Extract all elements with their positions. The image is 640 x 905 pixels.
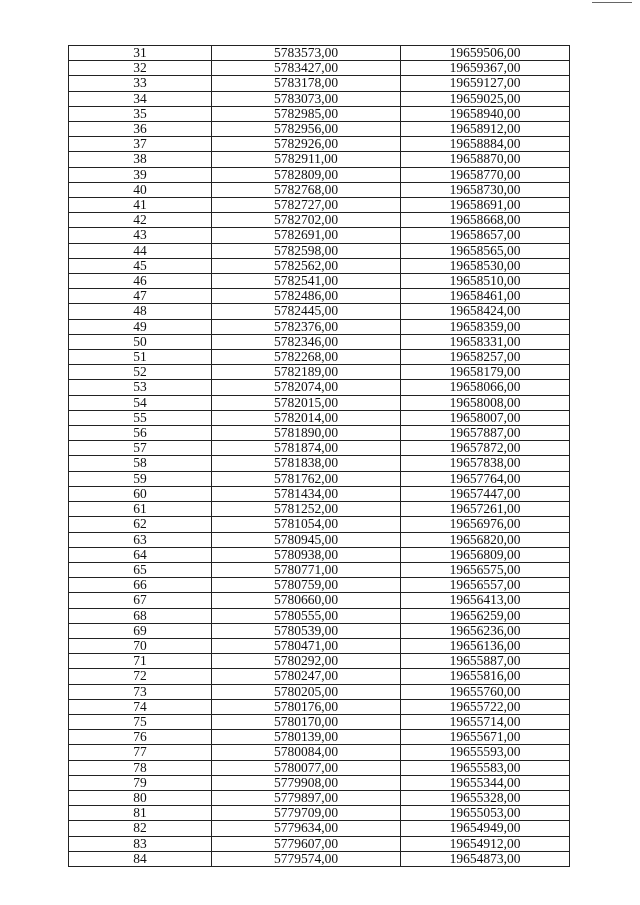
x-coordinate-cell: 5783073,00 — [212, 91, 401, 106]
x-coordinate-cell: 5782727,00 — [212, 198, 401, 213]
table-row — [69, 517, 570, 532]
table-row — [69, 456, 570, 471]
y-coordinate-cell: 19655583,00 — [401, 760, 570, 775]
y-coordinate-cell: 19658461,00 — [401, 289, 570, 304]
point-number-cell: 76 — [69, 730, 212, 745]
y-coordinate-cell: 19657764,00 — [401, 471, 570, 486]
point-number-cell: 78 — [69, 760, 212, 775]
x-coordinate-cell: 5782268,00 — [212, 350, 401, 365]
point-number-cell: 59 — [69, 471, 212, 486]
page-corner-mark — [592, 2, 632, 3]
x-coordinate-cell: 5780205,00 — [212, 684, 401, 699]
point-number-cell: 84 — [69, 851, 212, 866]
table-row — [69, 213, 570, 228]
table-row — [69, 274, 570, 289]
y-coordinate-cell: 19655887,00 — [401, 654, 570, 669]
y-coordinate-cell: 19655593,00 — [401, 745, 570, 760]
point-number-cell: 44 — [69, 243, 212, 258]
point-number-cell: 74 — [69, 699, 212, 714]
table-row — [69, 623, 570, 638]
y-coordinate-cell: 19658257,00 — [401, 350, 570, 365]
y-coordinate-cell: 19656575,00 — [401, 562, 570, 577]
x-coordinate-cell: 5782376,00 — [212, 319, 401, 334]
point-number-cell: 37 — [69, 137, 212, 152]
coordinates-table-body — [69, 46, 570, 867]
y-coordinate-cell: 19656136,00 — [401, 638, 570, 653]
x-coordinate-cell: 5779897,00 — [212, 790, 401, 805]
point-number-cell: 83 — [69, 836, 212, 851]
y-coordinate-cell: 19654873,00 — [401, 851, 570, 866]
table-row — [69, 578, 570, 593]
table-row — [69, 122, 570, 137]
table-row — [69, 410, 570, 425]
table-row — [69, 714, 570, 729]
x-coordinate-cell: 5782956,00 — [212, 122, 401, 137]
y-coordinate-cell: 19657887,00 — [401, 426, 570, 441]
y-coordinate-cell: 19658008,00 — [401, 395, 570, 410]
point-number-cell: 55 — [69, 410, 212, 425]
table-row — [69, 152, 570, 167]
point-number-cell: 58 — [69, 456, 212, 471]
table-row — [69, 137, 570, 152]
x-coordinate-cell: 5781874,00 — [212, 441, 401, 456]
y-coordinate-cell: 19658530,00 — [401, 258, 570, 273]
table-row — [69, 182, 570, 197]
table-row — [69, 198, 570, 213]
x-coordinate-cell: 5783427,00 — [212, 61, 401, 76]
coordinates-table — [68, 45, 570, 867]
table-row — [69, 334, 570, 349]
x-coordinate-cell: 5782346,00 — [212, 334, 401, 349]
point-number-cell: 49 — [69, 319, 212, 334]
x-coordinate-cell: 5780077,00 — [212, 760, 401, 775]
point-number-cell: 61 — [69, 502, 212, 517]
point-number-cell: 45 — [69, 258, 212, 273]
y-coordinate-cell: 19658870,00 — [401, 152, 570, 167]
y-coordinate-cell: 19655053,00 — [401, 806, 570, 821]
point-number-cell: 82 — [69, 821, 212, 836]
point-number-cell: 42 — [69, 213, 212, 228]
table-row — [69, 426, 570, 441]
table-row — [69, 471, 570, 486]
x-coordinate-cell: 5782541,00 — [212, 274, 401, 289]
point-number-cell: 71 — [69, 654, 212, 669]
table-row — [69, 745, 570, 760]
x-coordinate-cell: 5782445,00 — [212, 304, 401, 319]
y-coordinate-cell: 19657872,00 — [401, 441, 570, 456]
y-coordinate-cell: 19658331,00 — [401, 334, 570, 349]
x-coordinate-cell: 5779607,00 — [212, 836, 401, 851]
point-number-cell: 31 — [69, 46, 212, 61]
y-coordinate-cell: 19656976,00 — [401, 517, 570, 532]
y-coordinate-cell: 19659506,00 — [401, 46, 570, 61]
y-coordinate-cell: 19656413,00 — [401, 593, 570, 608]
x-coordinate-cell: 5782014,00 — [212, 410, 401, 425]
y-coordinate-cell: 19658359,00 — [401, 319, 570, 334]
x-coordinate-cell: 5782189,00 — [212, 365, 401, 380]
x-coordinate-cell: 5781890,00 — [212, 426, 401, 441]
point-number-cell: 65 — [69, 562, 212, 577]
y-coordinate-cell: 19659127,00 — [401, 76, 570, 91]
x-coordinate-cell: 5779634,00 — [212, 821, 401, 836]
y-coordinate-cell: 19658007,00 — [401, 410, 570, 425]
x-coordinate-cell: 5783178,00 — [212, 76, 401, 91]
table-row — [69, 638, 570, 653]
y-coordinate-cell: 19659367,00 — [401, 61, 570, 76]
x-coordinate-cell: 5780176,00 — [212, 699, 401, 714]
y-coordinate-cell: 19658912,00 — [401, 122, 570, 137]
y-coordinate-cell: 19655714,00 — [401, 714, 570, 729]
y-coordinate-cell: 19656557,00 — [401, 578, 570, 593]
y-coordinate-cell: 19654912,00 — [401, 836, 570, 851]
x-coordinate-cell: 5780771,00 — [212, 562, 401, 577]
table-row — [69, 304, 570, 319]
table-row — [69, 699, 570, 714]
point-number-cell: 68 — [69, 608, 212, 623]
table-row — [69, 851, 570, 866]
table-row — [69, 836, 570, 851]
y-coordinate-cell: 19658657,00 — [401, 228, 570, 243]
x-coordinate-cell: 5782486,00 — [212, 289, 401, 304]
y-coordinate-cell: 19656809,00 — [401, 547, 570, 562]
x-coordinate-cell: 5782015,00 — [212, 395, 401, 410]
point-number-cell: 34 — [69, 91, 212, 106]
y-coordinate-cell: 19655816,00 — [401, 669, 570, 684]
y-coordinate-cell: 19657447,00 — [401, 486, 570, 501]
point-number-cell: 66 — [69, 578, 212, 593]
y-coordinate-cell: 19658066,00 — [401, 380, 570, 395]
x-coordinate-cell: 5780139,00 — [212, 730, 401, 745]
point-number-cell: 79 — [69, 775, 212, 790]
y-coordinate-cell: 19656820,00 — [401, 532, 570, 547]
y-coordinate-cell: 19656236,00 — [401, 623, 570, 638]
point-number-cell: 32 — [69, 61, 212, 76]
point-number-cell: 38 — [69, 152, 212, 167]
table-row — [69, 821, 570, 836]
point-number-cell: 57 — [69, 441, 212, 456]
y-coordinate-cell: 19655344,00 — [401, 775, 570, 790]
table-row — [69, 532, 570, 547]
table-row — [69, 91, 570, 106]
x-coordinate-cell: 5782926,00 — [212, 137, 401, 152]
x-coordinate-cell: 5780539,00 — [212, 623, 401, 638]
point-number-cell: 77 — [69, 745, 212, 760]
y-coordinate-cell: 19658179,00 — [401, 365, 570, 380]
x-coordinate-cell: 5780471,00 — [212, 638, 401, 653]
table-row — [69, 319, 570, 334]
x-coordinate-cell: 5782809,00 — [212, 167, 401, 182]
y-coordinate-cell: 19656259,00 — [401, 608, 570, 623]
point-number-cell: 73 — [69, 684, 212, 699]
y-coordinate-cell: 19658565,00 — [401, 243, 570, 258]
y-coordinate-cell: 19658668,00 — [401, 213, 570, 228]
x-coordinate-cell: 5780170,00 — [212, 714, 401, 729]
point-number-cell: 64 — [69, 547, 212, 562]
y-coordinate-cell: 19658510,00 — [401, 274, 570, 289]
y-coordinate-cell: 19658730,00 — [401, 182, 570, 197]
y-coordinate-cell: 19654949,00 — [401, 821, 570, 836]
x-coordinate-cell: 5781838,00 — [212, 456, 401, 471]
point-number-cell: 67 — [69, 593, 212, 608]
y-coordinate-cell: 19657838,00 — [401, 456, 570, 471]
x-coordinate-cell: 5782691,00 — [212, 228, 401, 243]
table-row — [69, 243, 570, 258]
x-coordinate-cell: 5780292,00 — [212, 654, 401, 669]
point-number-cell: 81 — [69, 806, 212, 821]
x-coordinate-cell: 5781252,00 — [212, 502, 401, 517]
table-row — [69, 350, 570, 365]
table-row — [69, 167, 570, 182]
x-coordinate-cell: 5781762,00 — [212, 471, 401, 486]
table-row — [69, 608, 570, 623]
point-number-cell: 41 — [69, 198, 212, 213]
table-row — [69, 61, 570, 76]
point-number-cell: 48 — [69, 304, 212, 319]
table-row — [69, 76, 570, 91]
y-coordinate-cell: 19658884,00 — [401, 137, 570, 152]
x-coordinate-cell: 5780945,00 — [212, 532, 401, 547]
x-coordinate-cell: 5780938,00 — [212, 547, 401, 562]
x-coordinate-cell: 5782074,00 — [212, 380, 401, 395]
x-coordinate-cell: 5782562,00 — [212, 258, 401, 273]
table-row — [69, 486, 570, 501]
table-row — [69, 593, 570, 608]
point-number-cell: 40 — [69, 182, 212, 197]
x-coordinate-cell: 5782768,00 — [212, 182, 401, 197]
y-coordinate-cell: 19655671,00 — [401, 730, 570, 745]
x-coordinate-cell: 5781434,00 — [212, 486, 401, 501]
x-coordinate-cell: 5780759,00 — [212, 578, 401, 593]
table-row — [69, 684, 570, 699]
point-number-cell: 51 — [69, 350, 212, 365]
y-coordinate-cell: 19658940,00 — [401, 106, 570, 121]
table-row — [69, 228, 570, 243]
x-coordinate-cell: 5782702,00 — [212, 213, 401, 228]
y-coordinate-cell: 19658691,00 — [401, 198, 570, 213]
point-number-cell: 43 — [69, 228, 212, 243]
table-row — [69, 502, 570, 517]
point-number-cell: 62 — [69, 517, 212, 532]
x-coordinate-cell: 5780247,00 — [212, 669, 401, 684]
x-coordinate-cell: 5779709,00 — [212, 806, 401, 821]
x-coordinate-cell: 5780660,00 — [212, 593, 401, 608]
x-coordinate-cell: 5782598,00 — [212, 243, 401, 258]
point-number-cell: 46 — [69, 274, 212, 289]
x-coordinate-cell: 5780084,00 — [212, 745, 401, 760]
y-coordinate-cell: 19655722,00 — [401, 699, 570, 714]
y-coordinate-cell: 19655328,00 — [401, 790, 570, 805]
point-number-cell: 52 — [69, 365, 212, 380]
table-row — [69, 46, 570, 61]
x-coordinate-cell: 5783573,00 — [212, 46, 401, 61]
table-row — [69, 730, 570, 745]
table-row — [69, 790, 570, 805]
table-row — [69, 106, 570, 121]
y-coordinate-cell: 19657261,00 — [401, 502, 570, 517]
x-coordinate-cell: 5779908,00 — [212, 775, 401, 790]
table-row — [69, 395, 570, 410]
point-number-cell: 39 — [69, 167, 212, 182]
point-number-cell: 54 — [69, 395, 212, 410]
x-coordinate-cell: 5780555,00 — [212, 608, 401, 623]
point-number-cell: 56 — [69, 426, 212, 441]
point-number-cell: 33 — [69, 76, 212, 91]
table-row — [69, 669, 570, 684]
point-number-cell: 60 — [69, 486, 212, 501]
table-row — [69, 258, 570, 273]
table-row — [69, 547, 570, 562]
x-coordinate-cell: 5781054,00 — [212, 517, 401, 532]
point-number-cell: 47 — [69, 289, 212, 304]
table-row — [69, 441, 570, 456]
table-row — [69, 775, 570, 790]
y-coordinate-cell: 19658770,00 — [401, 167, 570, 182]
point-number-cell: 35 — [69, 106, 212, 121]
x-coordinate-cell: 5782985,00 — [212, 106, 401, 121]
point-number-cell: 70 — [69, 638, 212, 653]
point-number-cell: 50 — [69, 334, 212, 349]
table-row — [69, 562, 570, 577]
table-row — [69, 380, 570, 395]
y-coordinate-cell: 19658424,00 — [401, 304, 570, 319]
point-number-cell: 53 — [69, 380, 212, 395]
point-number-cell: 69 — [69, 623, 212, 638]
table-row — [69, 654, 570, 669]
table-row — [69, 806, 570, 821]
table-row — [69, 365, 570, 380]
y-coordinate-cell: 19659025,00 — [401, 91, 570, 106]
x-coordinate-cell: 5779574,00 — [212, 851, 401, 866]
point-number-cell: 63 — [69, 532, 212, 547]
y-coordinate-cell: 19655760,00 — [401, 684, 570, 699]
table-row — [69, 760, 570, 775]
table-row — [69, 289, 570, 304]
point-number-cell: 75 — [69, 714, 212, 729]
point-number-cell: 36 — [69, 122, 212, 137]
x-coordinate-cell: 5782911,00 — [212, 152, 401, 167]
point-number-cell: 72 — [69, 669, 212, 684]
point-number-cell: 80 — [69, 790, 212, 805]
